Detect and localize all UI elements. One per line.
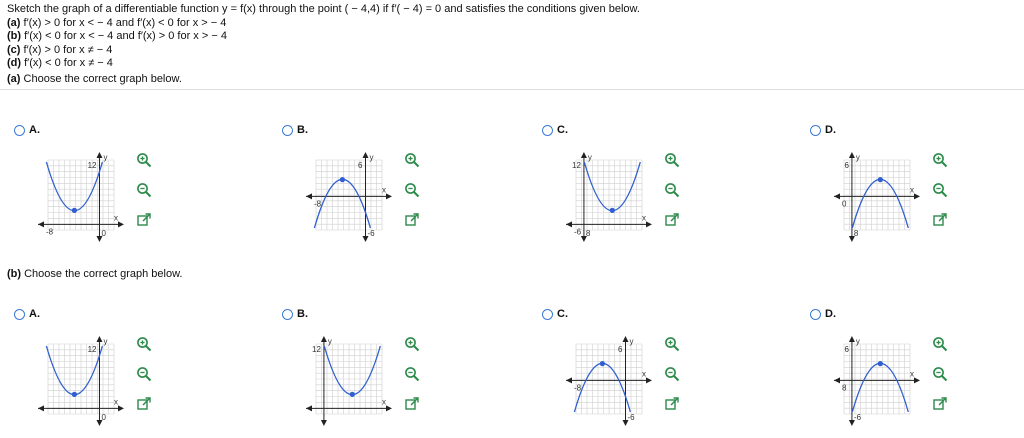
x-axis-arrow-left <box>38 405 44 411</box>
graph-canvas <box>832 336 922 426</box>
part-b-label: (b) <box>7 268 22 280</box>
popout-icon[interactable] <box>136 396 152 412</box>
y-axis-arrow <box>96 152 102 158</box>
popout-icon[interactable] <box>404 396 420 412</box>
zoom-out-icon[interactable] <box>136 366 152 382</box>
tick-label-y-top: 12 <box>572 161 581 170</box>
tick-label-lower: -6 <box>367 229 375 238</box>
zoom-in-icon[interactable] <box>136 336 152 352</box>
extremum-point <box>610 208 615 213</box>
popout-glyph <box>136 396 152 412</box>
graph-canvas <box>832 152 922 242</box>
tick-label-y-top: 6 <box>844 345 849 354</box>
popout-icon[interactable] <box>932 212 948 228</box>
extremum-point <box>878 361 883 366</box>
y-axis-label: y <box>587 153 592 162</box>
zoom-in-icon[interactable] <box>932 152 948 168</box>
y-axis-label: y <box>855 153 860 162</box>
part-a-option-0[interactable] <box>14 124 40 136</box>
x-axis-arrow-left <box>834 377 840 383</box>
option-letter: D. <box>825 124 836 136</box>
popout-icon[interactable] <box>404 212 420 228</box>
zoom-out-icon[interactable] <box>664 366 680 382</box>
tick-label-x-left: -8 <box>574 383 582 393</box>
graph-canvas <box>304 152 394 242</box>
condition-b-text: f′(x) < 0 for x < − 4 and f′(x) > 0 for x > − 4 <box>24 30 227 43</box>
option-letter: B. <box>297 308 308 320</box>
part-b-option-3[interactable] <box>810 308 836 320</box>
tick-label-x-left: -8 <box>46 227 54 237</box>
popout-glyph <box>404 396 420 412</box>
x-axis-arrow <box>646 377 652 383</box>
condition-a-label: (a) <box>7 16 21 29</box>
zoom-out-glyph <box>136 182 152 198</box>
graph-canvas <box>564 336 654 426</box>
x-axis-label: x <box>114 397 118 407</box>
x-axis-label: x <box>910 369 914 379</box>
x-axis-arrow-left <box>306 193 312 199</box>
option-graph <box>832 152 922 242</box>
tick-label-lower: 8 <box>585 229 591 238</box>
zoom-out-glyph <box>932 182 948 198</box>
x-axis-arrow-left <box>38 221 44 227</box>
x-axis-arrow <box>914 193 920 199</box>
popout-icon[interactable] <box>664 212 680 228</box>
extremum-point <box>340 177 345 182</box>
option-graph <box>304 336 394 426</box>
x-axis-label: x <box>642 213 646 223</box>
popout-icon[interactable] <box>136 212 152 228</box>
condition-d-label: (d) <box>7 57 22 70</box>
x-axis-arrow-left <box>566 377 572 383</box>
zoom-in-icon[interactable] <box>404 336 420 352</box>
radio-button[interactable] <box>542 309 553 320</box>
tick-label-x-left: -8 <box>314 199 322 209</box>
option-graph <box>36 152 126 242</box>
x-axis-arrow-left <box>566 221 572 227</box>
zoom-out-glyph <box>932 366 948 382</box>
condition-a-text: f′(x) > 0 for x < − 4 and f′(x) < 0 for x > − 4 <box>23 16 227 29</box>
x-axis-label: x <box>910 185 914 195</box>
extremum-point <box>350 392 355 397</box>
zoom-in-icon[interactable] <box>404 152 420 168</box>
graph-grid <box>316 344 382 414</box>
condition-b <box>7 30 640 44</box>
graph-canvas <box>304 336 394 426</box>
graph-curve <box>314 179 370 228</box>
y-axis-label: y <box>327 337 332 346</box>
y-axis-arrow <box>321 336 327 342</box>
y-axis-arrow-down <box>321 420 327 426</box>
popout-glyph <box>932 212 948 228</box>
condition-d <box>7 57 640 71</box>
tick-label-x-left: -6 <box>574 227 582 237</box>
x-axis-label: x <box>114 213 118 223</box>
option-letter: D. <box>825 308 836 320</box>
x-axis-arrow <box>646 221 652 227</box>
option-graph <box>36 336 126 426</box>
radio-button[interactable] <box>14 309 25 320</box>
graph-canvas <box>564 152 654 242</box>
tick-label-lower: 0 <box>101 413 106 422</box>
zoom-in-glyph <box>932 152 948 168</box>
condition-c-text: f′(x) > 0 for x ≠ − 4 <box>23 43 113 56</box>
part-b-option-0[interactable] <box>14 308 40 320</box>
x-axis-arrow <box>386 193 392 199</box>
x-axis-label: x <box>642 369 646 379</box>
tick-label-y-top: 12 <box>312 345 321 354</box>
y-axis-label: y <box>855 337 860 346</box>
tick-label-lower: 0 <box>101 229 106 238</box>
extremum-point <box>72 208 77 213</box>
zoom-in-icon[interactable] <box>136 152 152 168</box>
y-axis-arrow <box>363 152 369 158</box>
popout-icon[interactable] <box>664 396 680 412</box>
zoom-in-glyph <box>136 152 152 168</box>
part-b-prompt: Choose the correct graph below. <box>24 268 183 280</box>
y-axis-arrow <box>581 152 587 158</box>
zoom-in-glyph <box>664 336 680 352</box>
part-a-option-1[interactable] <box>282 124 308 136</box>
x-axis-arrow <box>386 405 392 411</box>
option-graph <box>564 152 654 242</box>
part-a-option-2[interactable] <box>542 124 568 136</box>
zoom-in-glyph <box>404 336 420 352</box>
tick-label-y-top: 6 <box>618 345 623 354</box>
popout-icon[interactable] <box>932 396 948 412</box>
option-letter: C. <box>557 308 568 320</box>
popout-glyph <box>404 212 420 228</box>
x-axis-arrow <box>118 405 124 411</box>
y-axis-label: y <box>369 153 374 162</box>
zoom-out-icon[interactable] <box>404 366 420 382</box>
radio-button[interactable] <box>282 125 293 136</box>
graph-grid <box>844 160 910 230</box>
zoom-out-icon[interactable] <box>136 182 152 198</box>
popout-glyph <box>932 396 948 412</box>
part-b-option-1[interactable] <box>282 308 308 320</box>
option-letter: A. <box>29 124 40 136</box>
condition-d-text: f′(x) < 0 for x ≠ − 4 <box>24 57 113 70</box>
zoom-out-icon[interactable] <box>664 182 680 198</box>
tick-label-lower: -6 <box>853 413 862 422</box>
x-axis-arrow <box>914 377 920 383</box>
x-axis-label: x <box>382 397 386 407</box>
zoom-out-glyph <box>664 366 680 382</box>
y-axis-arrow <box>849 152 855 158</box>
option-letter: A. <box>29 308 40 320</box>
tick-label-x-left: 0 <box>842 199 847 209</box>
condition-c <box>7 44 640 58</box>
y-axis-arrow <box>96 336 102 342</box>
zoom-out-glyph <box>404 366 420 382</box>
x-axis-label: x <box>382 185 386 195</box>
graph-canvas <box>36 152 126 242</box>
part-b-heading <box>7 268 182 280</box>
part-a-label: (a) <box>7 72 21 85</box>
x-axis-arrow-left <box>306 405 312 411</box>
radio-button[interactable] <box>282 309 293 320</box>
zoom-in-icon[interactable] <box>664 152 680 168</box>
extremum-point <box>878 177 883 182</box>
extremum-point <box>72 392 77 397</box>
extremum-point <box>600 361 605 366</box>
zoom-out-icon[interactable] <box>404 182 420 198</box>
graph-grid <box>576 160 642 230</box>
part-a-prompt: Choose the correct graph below. <box>23 72 182 85</box>
option-letter: C. <box>557 124 568 136</box>
problem-intro: Sketch the graph of a differentiable function y = f(x) through the point ( − 4,4) if f′( − 4) = 0 and satisfies the conditions given below. <box>7 3 640 15</box>
tick-label-y-top: 6 <box>358 161 363 170</box>
radio-button[interactable] <box>542 125 553 136</box>
zoom-in-glyph <box>136 336 152 352</box>
popout-glyph <box>136 212 152 228</box>
part-a-heading <box>7 73 640 87</box>
zoom-in-glyph <box>404 152 420 168</box>
divider <box>0 89 1024 90</box>
zoom-out-icon[interactable] <box>932 366 948 382</box>
y-axis-arrow <box>849 336 855 342</box>
tick-label-x-left: 8 <box>842 383 847 393</box>
radio-button[interactable] <box>14 125 25 136</box>
part-b-option-2[interactable] <box>542 308 568 320</box>
popout-glyph <box>664 212 680 228</box>
zoom-out-glyph <box>136 366 152 382</box>
tick-label-y-top: 12 <box>87 161 97 170</box>
graph-grid <box>844 344 910 414</box>
zoom-in-glyph <box>932 336 948 352</box>
y-axis-label: y <box>629 337 634 346</box>
condition-b-label: (b) <box>7 30 22 43</box>
tick-label-y-top: 12 <box>87 345 97 354</box>
zoom-in-icon[interactable] <box>932 336 948 352</box>
y-axis-arrow <box>623 336 629 342</box>
option-graph <box>304 152 394 242</box>
part-a-option-3[interactable] <box>810 124 836 136</box>
problem-statement <box>7 3 640 87</box>
condition-c-label: (c) <box>7 43 21 56</box>
tick-label-lower: 8 <box>853 229 859 238</box>
radio-button[interactable] <box>810 309 821 320</box>
zoom-out-icon[interactable] <box>932 182 948 198</box>
y-axis-label: y <box>103 153 108 162</box>
x-axis-arrow <box>118 221 124 227</box>
radio-button[interactable] <box>810 125 821 136</box>
tick-label-lower: -6 <box>627 413 635 422</box>
condition-a <box>7 17 640 31</box>
zoom-out-glyph <box>664 182 680 198</box>
tick-label-y-top: 6 <box>844 161 849 170</box>
x-axis-arrow-left <box>834 193 840 199</box>
zoom-out-glyph <box>404 182 420 198</box>
graph-canvas <box>36 336 126 426</box>
zoom-in-icon[interactable] <box>664 336 680 352</box>
y-axis-label: y <box>103 337 108 346</box>
option-graph <box>564 336 654 426</box>
zoom-in-glyph <box>664 152 680 168</box>
option-letter: B. <box>297 124 308 136</box>
option-graph <box>832 336 922 426</box>
graph-curve <box>574 363 630 412</box>
popout-glyph <box>664 396 680 412</box>
